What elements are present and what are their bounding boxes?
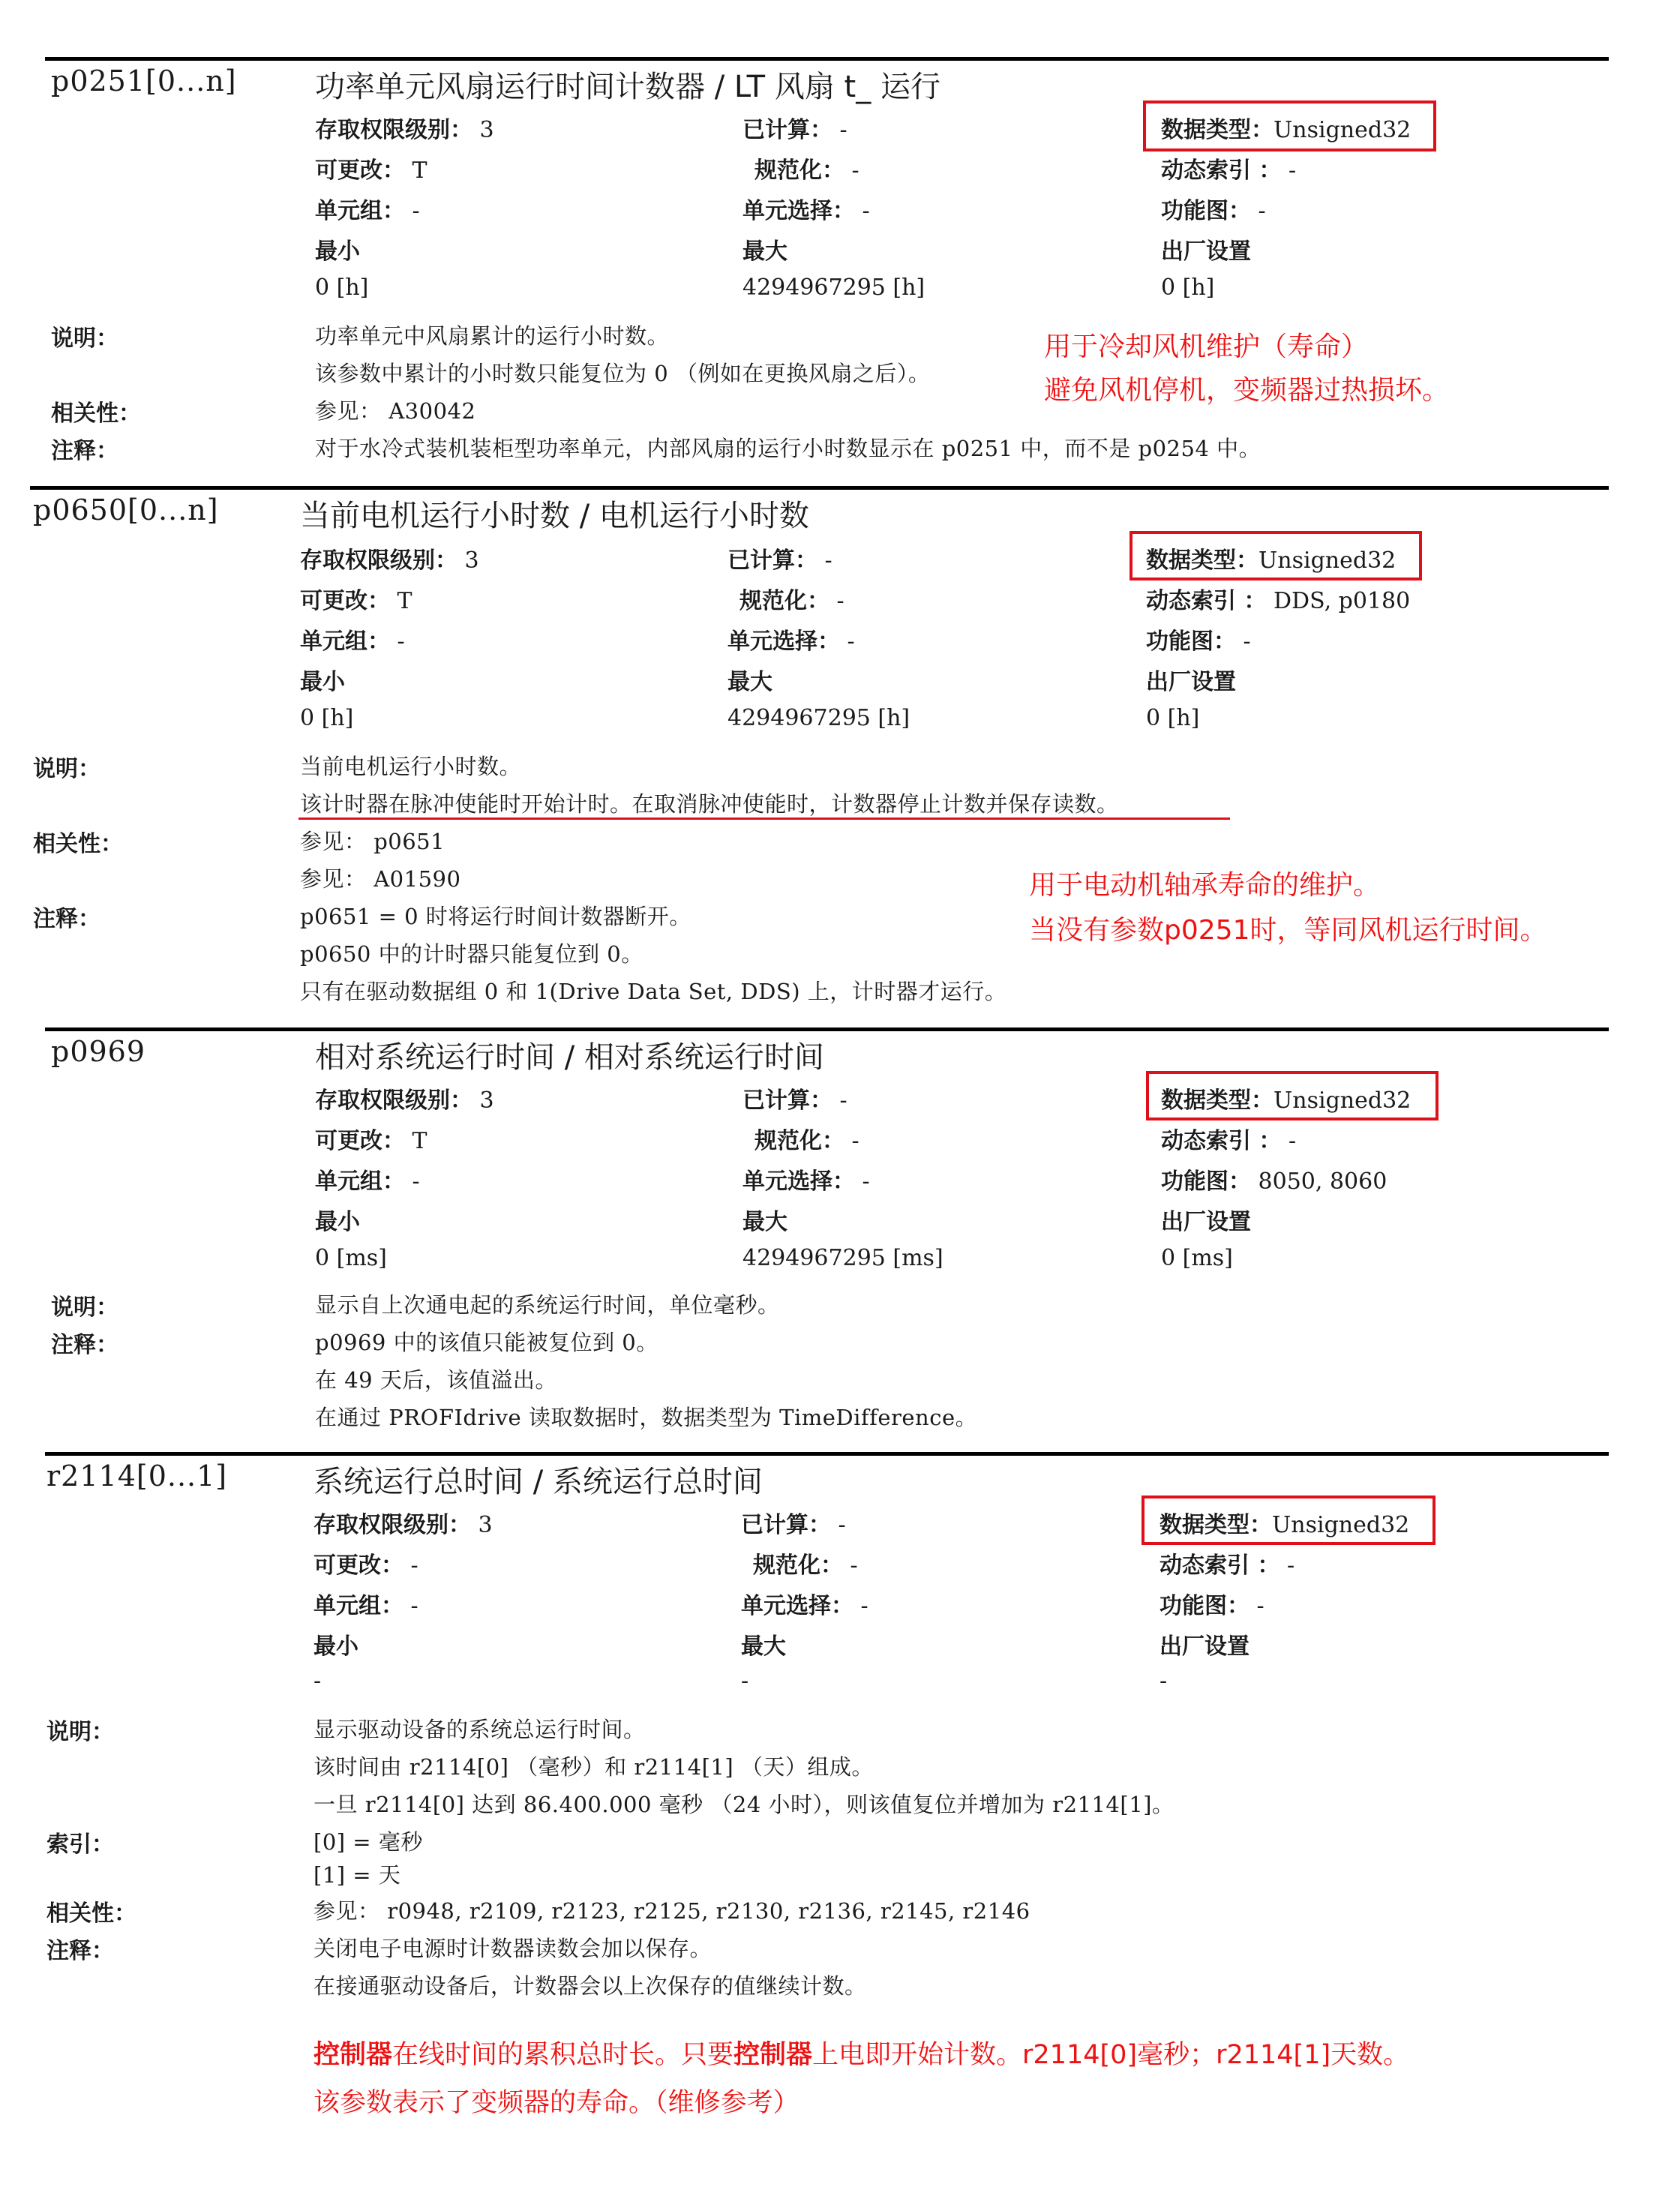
dependency-line: 参见： r0948, r2109, r2123, r2125, r2130, r2136, r2145, r2146	[314, 1898, 1030, 1924]
note-label: 注释：	[46, 1938, 114, 1964]
max-value: 4294967295 [h]	[742, 274, 926, 301]
max-label: 最大	[742, 1209, 788, 1235]
factory-value: 0 [ms]	[1161, 1245, 1233, 1271]
dynamic-index: 动态索引 ： -	[1160, 1552, 1295, 1579]
normalization: 规范化： -	[740, 588, 844, 614]
section-rule	[45, 1028, 1609, 1031]
min-label: 最小	[314, 1634, 358, 1660]
data-type: 数据类型：Unsigned32	[1161, 1088, 1412, 1114]
dependency-label: 相关性：	[46, 1900, 136, 1927]
annotation-line	[314, 2034, 1409, 2072]
access-level: 存取权限级别： 3	[300, 548, 479, 574]
factory-label: 出厂设置	[1160, 1634, 1250, 1660]
description-label: 说明：	[33, 756, 100, 782]
description-line: 该时间由 r2114[0] （毫秒）和 r2114[1] （天）组成。	[314, 1754, 874, 1780]
factory-label: 出厂设置	[1161, 238, 1251, 265]
param-id: p0251[0...n]	[51, 64, 237, 98]
note-line: 在 49 天后，该值溢出。	[315, 1367, 557, 1393]
index-line: [1] = 天	[314, 1862, 401, 1888]
annotation-text: 上电即开始计数。r2114[0]毫秒；r2114[1]天数。	[812, 2040, 1410, 2070]
calculated: 已计算： -	[741, 1512, 846, 1538]
note-line: 对于水冷式装机装柜型功率单元，内部风扇的运行小时数显示在 p0251 中，而不是 p0254 中。	[315, 436, 1262, 461]
function-diagram: 功能图： 8050, 8060	[1161, 1168, 1388, 1195]
note-label: 注释：	[33, 906, 100, 932]
annotation-line: 用于电动机轴承寿命的维护。	[1029, 870, 1381, 901]
dependency-label: 相关性：	[33, 831, 123, 857]
description-line: 该计时器在脉冲使能时开始计时。在取消脉冲使能时，计数器停止计数并保存读数。	[300, 791, 1119, 817]
param-id: p0650[0...n]	[33, 494, 219, 526]
factory-value: 0 [h]	[1161, 274, 1215, 301]
index-label: 索引：	[46, 1832, 114, 1858]
annotation-line: 用于冷却风机维护（寿命）	[1044, 332, 1369, 362]
changeable: 可更改： T	[300, 588, 412, 614]
min-value: -	[314, 1668, 322, 1694]
description-line: 显示驱动设备的系统总运行时间。	[314, 1717, 646, 1742]
param-title: 功率单元风扇运行时间计数器 / LT 风扇 t_ 运行	[315, 70, 940, 104]
calculated: 已计算： -	[728, 548, 832, 574]
max-value: 4294967295 [ms]	[742, 1245, 944, 1271]
max-value: -	[741, 1668, 749, 1694]
annotation-line: 当没有参数p0251时，等同风机运行时间。	[1029, 915, 1547, 946]
note-line: p0969 中的该值只能被复位到 0。	[315, 1330, 658, 1355]
access-level: 存取权限级别： 3	[314, 1512, 493, 1538]
annotation-emphasis: 控制器	[734, 2040, 813, 2070]
note-line: 在通过 PROFIdrive 读取数据时，数据类型为 TimeDifference。	[315, 1405, 978, 1430]
section-rule	[30, 486, 1609, 490]
note-line: p0650 中的计时器只能复位到 0。	[300, 941, 644, 967]
data-type-highlight	[1130, 531, 1422, 580]
unit-selection: 单元选择： -	[741, 1593, 868, 1619]
changeable: 可更改： T	[315, 1128, 428, 1154]
note-line: 关闭电子电源时计数器读数会加以保存。	[314, 1936, 712, 1961]
unit-group: 单元组： -	[315, 1168, 420, 1195]
description-line: 显示自上次通电起的系统运行时间，单位毫秒。	[315, 1292, 780, 1318]
description-label: 说明：	[51, 326, 118, 352]
section-rule	[45, 1452, 1609, 1456]
annotation-line: 该参数表示了变频器的寿命。（维修参考）	[314, 2088, 800, 2118]
dependency-line: 参见： A30042	[315, 398, 476, 424]
calculated: 已计算： -	[742, 1088, 848, 1114]
note-label: 注释：	[51, 438, 118, 464]
param-id: p0969	[51, 1035, 146, 1068]
unit-selection: 单元选择： -	[742, 1168, 870, 1195]
underline-highlight	[298, 818, 1230, 820]
data-type-highlight	[1142, 1496, 1436, 1545]
function-diagram: 功能图： -	[1146, 628, 1251, 655]
description-label: 说明：	[46, 1719, 114, 1745]
min-value: 0 [h]	[300, 705, 354, 731]
max-value: 4294967295 [h]	[728, 705, 910, 731]
description-line: 功率单元中风扇累计的运行小时数。	[315, 323, 670, 349]
description-line: 一旦 r2114[0] 达到 86.400.000 毫秒 （24 小时），则该值复位并增加为 r2114[1]。	[314, 1792, 1174, 1817]
dependency-label: 相关性：	[51, 400, 141, 427]
normalization: 规范化： -	[754, 158, 860, 184]
min-value: 0 [h]	[315, 274, 369, 301]
changeable: 可更改： -	[314, 1552, 418, 1579]
factory-value: 0 [h]	[1146, 705, 1200, 731]
dependency-line: 参见： A01590	[300, 866, 461, 892]
data-type: 数据类型：Unsigned32	[1161, 117, 1412, 143]
changeable: 可更改： T	[315, 158, 428, 184]
description-label: 说明：	[51, 1294, 118, 1321]
normalization: 规范化： -	[754, 1128, 860, 1154]
data-type: 数据类型：Unsigned32	[1160, 1512, 1410, 1538]
description-line: 当前电机运行小时数。	[300, 754, 522, 779]
factory-value: -	[1160, 1668, 1168, 1694]
param-title: 相对系统运行时间 / 相对系统运行时间	[315, 1040, 824, 1075]
max-label: 最大	[741, 1634, 786, 1660]
note-line: 只有在驱动数据组 0 和 1(Drive Data Set, DDS) 上，计时器才运行。	[300, 979, 1007, 1004]
unit-selection: 单元选择： -	[742, 198, 870, 224]
factory-label: 出厂设置	[1161, 1209, 1251, 1235]
note-line: 在接通驱动设备后，计数器会以上次保存的值继续计数。	[314, 1973, 867, 1999]
access-level: 存取权限级别： 3	[315, 117, 494, 143]
note-line: p0651 = 0 时将运行时间计数器断开。	[300, 904, 692, 929]
factory-label: 出厂设置	[1146, 669, 1236, 695]
access-level: 存取权限级别： 3	[315, 1088, 494, 1114]
min-label: 最小	[315, 238, 360, 265]
function-diagram: 功能图： -	[1160, 1593, 1264, 1619]
function-diagram: 功能图： -	[1161, 198, 1266, 224]
max-label: 最大	[742, 238, 788, 265]
unit-group: 单元组： -	[300, 628, 405, 655]
min-label: 最小	[300, 669, 345, 695]
dynamic-index: 动态索引 ： -	[1161, 1128, 1297, 1154]
unit-group: 单元组： -	[315, 198, 420, 224]
unit-group: 单元组： -	[314, 1593, 418, 1619]
annotation-text: 在线时间的累积总时长。只要	[392, 2040, 734, 2070]
min-label: 最小	[315, 1209, 360, 1235]
note-label: 注释：	[51, 1332, 118, 1358]
param-title: 当前电机运行小时数 / 电机运行小时数	[300, 499, 809, 533]
normalization: 规范化： -	[753, 1552, 858, 1579]
calculated: 已计算： -	[742, 117, 848, 143]
unit-selection: 单元选择： -	[728, 628, 855, 655]
index-line: [0] = 毫秒	[314, 1829, 423, 1855]
description-line: 该参数中累计的小时数只能复位为 0 （例如在更换风扇之后）。	[315, 361, 931, 386]
data-type-highlight	[1146, 1071, 1438, 1120]
data-type-highlight	[1143, 100, 1436, 152]
dynamic-index: 动态索引 ： -	[1161, 158, 1297, 184]
min-value: 0 [ms]	[315, 1245, 387, 1271]
annotation-emphasis: 控制器	[314, 2040, 393, 2070]
data-type: 数据类型：Unsigned32	[1146, 548, 1396, 574]
annotation-line: 避免风机停机，变频器过热损坏。	[1044, 375, 1450, 406]
section-rule	[45, 57, 1609, 61]
dynamic-index: 动态索引 ： DDS, p0180	[1146, 588, 1411, 614]
param-title: 系统运行总时间 / 系统运行总时间	[314, 1465, 763, 1499]
max-label: 最大	[728, 669, 772, 695]
param-id: r2114[0...1]	[46, 1460, 228, 1492]
dependency-line: 参见： p0651	[300, 829, 446, 854]
